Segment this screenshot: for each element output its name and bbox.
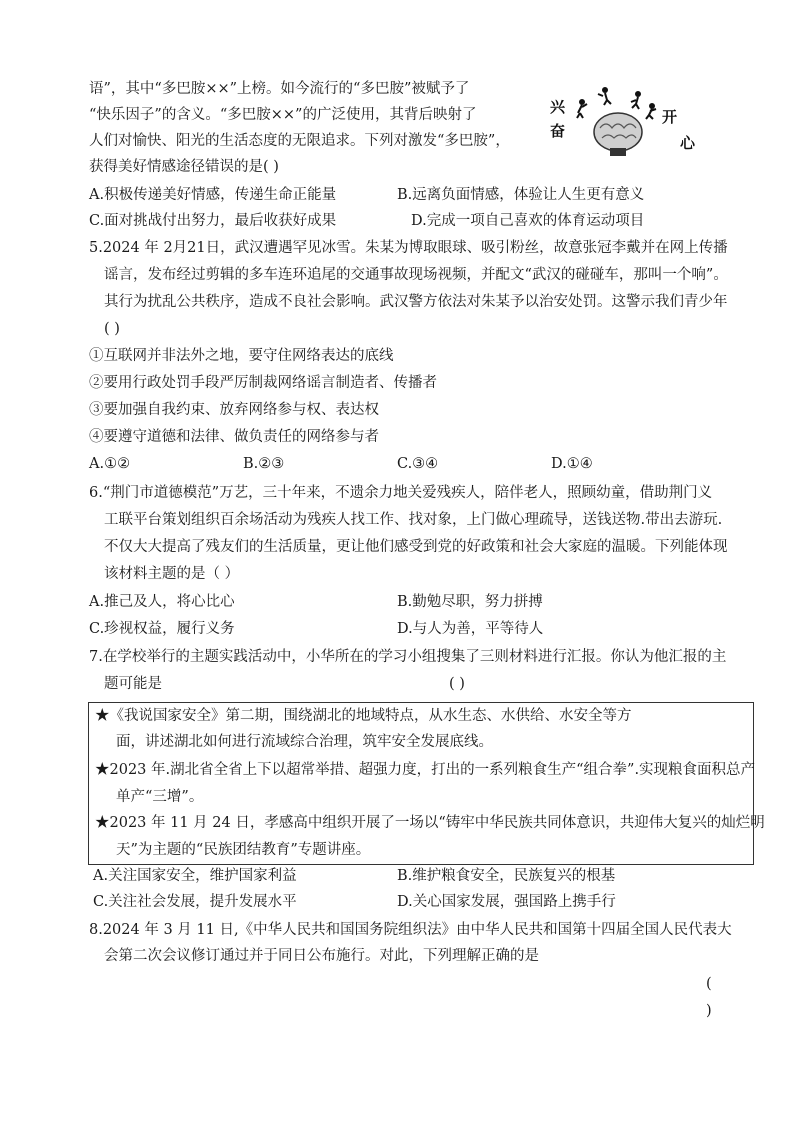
q6-line-3: 不仅大大提高了残友们的生活质量，更让他们感受到党的好政策和社会大家庭的温暖。下列能体现	[104, 539, 728, 555]
q4-option-b: B.远离负面情感，体验让人生更有意义	[397, 187, 645, 203]
q7-option-c: C.关注社会发展，提升发展水平	[93, 894, 297, 910]
illus-char-left-bottom: 奋	[550, 122, 566, 140]
q8-paren-open: (	[706, 976, 712, 992]
q7-line-1: 7.在学校举行的主题实践活动中，小华所在的学习小组搜集了三则材料进行汇报。你认为他汇报的主	[89, 649, 727, 665]
q6-line-1: 6.“荆门市道德模范”万艺，三十年来，不遗余力地关爱残疾人，陪伴老人，照顾幼童，借助荆门义	[89, 485, 713, 501]
q5-statement-4: ④要遵守道德和法律、做负责任的网络参与者	[89, 429, 379, 445]
q7-material-1: ★《我说国家安全》第二期，围绕湖北的地域特点，从水生态、水供给、水安全等方	[95, 708, 632, 724]
q5-statement-2: ②要用行政处罚手段严厉制裁网络谣言制造者、传播者	[89, 375, 437, 391]
q5-option-b: B.②③	[243, 456, 285, 472]
intro-line-3: 人们对愉快、阳光的生活态度的无限追求。下列对激发“多巴胺”，	[89, 133, 510, 149]
dopamine-illustration	[540, 80, 700, 158]
q7-material-box	[88, 702, 765, 865]
q7-option-d: D.关心国家发展，强国路上携手行	[397, 894, 616, 910]
intro-line-4: 获得美好情感途径错误的是( )	[89, 159, 279, 175]
q7-answer-paren: ( )	[449, 676, 465, 692]
q6-option-d: D.与人为善，平等待人	[397, 621, 544, 637]
q5-line-1: 5.2024 年 2月21日，武汉遭遇罕见冰雪。朱某为博取眼球、吸引粉丝，故意张冠李戴并在网上传播	[89, 240, 728, 256]
illus-char-right-top: 开	[662, 108, 678, 126]
q5-answer-paren: ( )	[104, 321, 120, 337]
q7-material-3-cont: 天”为主题的“民族团结教育”专题讲座。	[116, 842, 371, 858]
q4-option-a: A.积极传递美好情感，传递生命正能量	[89, 187, 337, 203]
q7-material-2-cont: 单产“三增”。	[116, 789, 204, 805]
q5-option-d: D.①④	[551, 456, 593, 472]
q6-line-2: 工联平台策划组织百余场活动为残疾人找工作、找对象，上门做心理疏导，送钱送物.带出去游玩.	[104, 512, 723, 528]
illus-char-left-top: 兴	[550, 98, 566, 116]
q5-statement-3: ③要加强自我约束、放弃网络参与权、表达权	[89, 402, 379, 418]
q8-paren-close: )	[706, 1003, 712, 1019]
q7-option-b: B.维护粮食安全，民族复兴的根基	[397, 868, 616, 884]
q5-option-c: C.③④	[397, 456, 439, 472]
q6-line-4: 该材料主题的是（ ）	[104, 566, 240, 582]
q7-option-a: A.关注国家安全，维护国家利益	[93, 868, 297, 884]
intro-line-2: “快乐因子”的含义。“多巴胺××”的广泛使用，其背后映射了	[89, 107, 477, 123]
q7-line-2: 题可能是	[104, 676, 162, 692]
q5-statement-1: ①互联网并非法外之地，要守住网络表达的底线	[89, 348, 394, 364]
q7-material-3: ★2023 年 11 月 24 日，孝感高中组织开展了一场以“铸牢中华民族共同体意识，共迎伟大复兴的灿烂明	[95, 815, 765, 831]
intro-line-1: 语”，其中“多巴胺××”上榜。如今流行的“多巴胺”被赋予了	[89, 81, 470, 97]
q4-option-d: D.完成一项自己喜欢的体育运动项目	[411, 213, 645, 229]
q4-option-c: C.面对挑战付出努力，最后收获好成果	[89, 213, 337, 229]
q6-option-a: A.推己及人，将心比心	[89, 594, 235, 610]
q6-option-c: C.珍视权益，履行义务	[89, 621, 235, 637]
q8-line-1: 8.2024 年 3 月 11 日,《中华人民共和国国务院组织法》由中华人民共和国第十四届全国人民代表大	[89, 922, 732, 938]
q7-material-2: ★2023 年.湖北省全省上下以超常举措、超强力度，打出的一系列粮食生产“组合拳”.实现粮食面积总产	[95, 762, 756, 778]
q7-material-1-cont: 面，讲述湖北如何进行流域综合治理，筑牢安全发展底线。	[116, 734, 493, 750]
q5-option-a: A.①②	[89, 456, 131, 472]
illus-char-right-bottom: 心	[680, 134, 696, 152]
q8-line-2: 会第二次会议修订通过并于同日公布施行。对此，下列理解正确的是	[104, 948, 539, 964]
q5-line-2: 谣言，发布经过剪辑的多车连环追尾的交通事故现场视频，并配文“武汉的碰碰车，那叫一个响”。	[104, 267, 728, 283]
q6-option-b: B.勤勉尽职，努力拼搏	[397, 594, 543, 610]
q5-line-3: 其行为扰乱公共秩序，造成不良社会影响。武汉警方依法对朱某予以治安处罚。这警示我们青少年	[104, 294, 728, 310]
brain-icon	[594, 113, 642, 151]
